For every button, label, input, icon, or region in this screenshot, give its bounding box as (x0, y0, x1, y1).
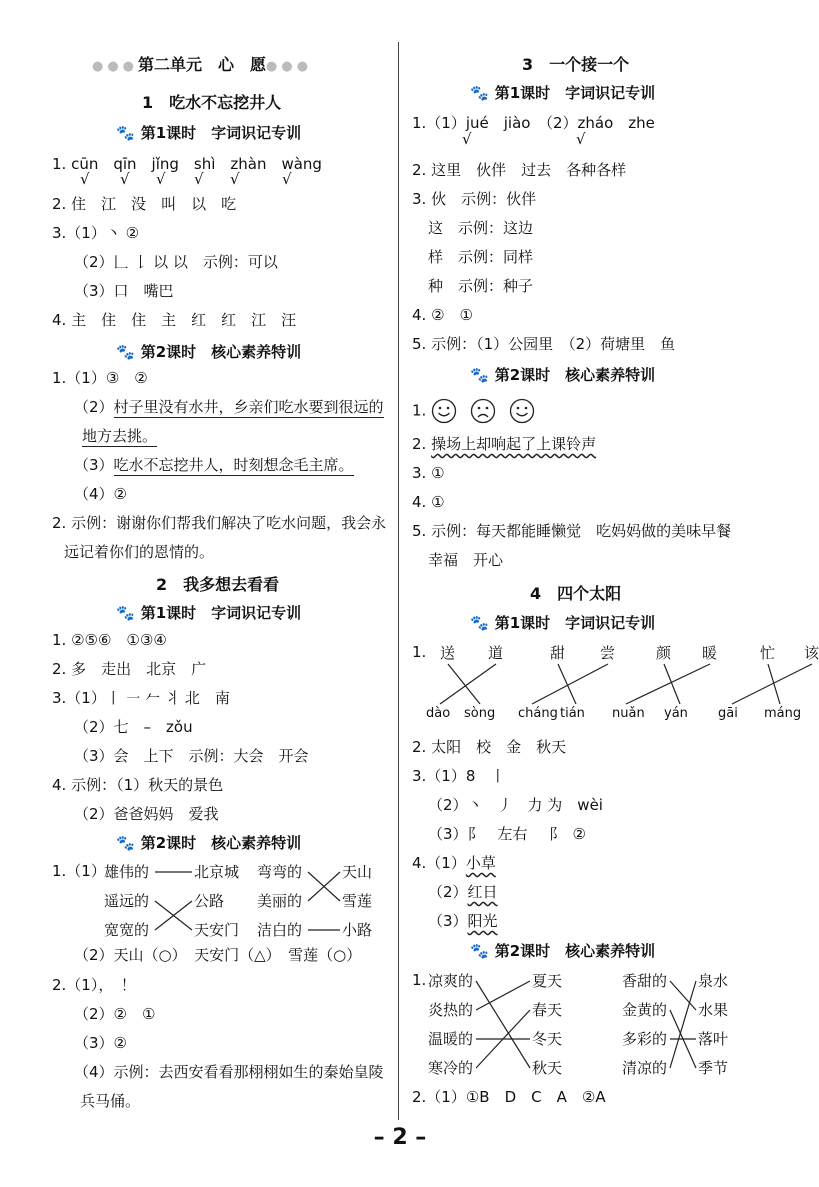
character-item: 送 (440, 644, 456, 662)
answer-line: 2. 这里 伙伴 过去 各种各样 (412, 161, 627, 179)
check-mark: √ (230, 170, 240, 188)
answer-line: 1. (412, 971, 427, 989)
match-right-word: 公路 (194, 892, 225, 910)
character-item: 忙 (760, 644, 776, 662)
answer-line: 4. 主 住 住 主 红 红 江 汪 (52, 311, 297, 329)
match-right-word: 水果 (698, 1001, 729, 1019)
match-left-word: 遥远的 (104, 892, 150, 910)
answer-line: 兵马俑。 (80, 1092, 141, 1110)
match-right-word: 北京城 (194, 863, 240, 881)
answer-line: 种 示例：种子 (428, 277, 534, 295)
answer-line: 这 示例：这边 (428, 219, 534, 237)
paw-icon: 🐾 (116, 834, 135, 852)
check-mark: √ (462, 130, 472, 148)
answer-line: （4）示例：去西安看看那栩栩如生的秦始皇陵 (74, 1063, 384, 1081)
connector-line (476, 981, 530, 1010)
answer-line: 1. (412, 643, 427, 661)
pinyin-item: tián (560, 706, 585, 721)
check-mark: √ (120, 170, 130, 188)
lesson-title: 1 吃水不忘挖井人 (142, 93, 282, 112)
character-item: 道 (488, 644, 504, 662)
pinyin-item: nuǎn (612, 706, 645, 721)
answer-line: （2）𠃊 𠄌 以 以 示例：可以 (74, 253, 278, 271)
answer-line: 1.（1）③ ② (52, 369, 148, 387)
answer-line: 3.（1）丨 ㇐ 𠂉 ⺦ 北 南 (52, 689, 230, 707)
match-right-word: 春天 (532, 1001, 563, 1019)
answer-line: 2. 太阳 校 金 秋天 (412, 738, 567, 756)
answer-line: 4. ② ① (412, 306, 473, 324)
answer-line: 1. (412, 398, 543, 424)
answer-line: 2. 住 江 没 叫 以 吃 (52, 195, 237, 213)
section-heading: 🐾 第1课时 字词识记专训 (116, 604, 302, 622)
match-right-word: 季节 (698, 1059, 729, 1077)
decorative-dots-icon: ●●● (92, 59, 139, 74)
answer-line: 1. ②⑤⑥ ①③④ (52, 631, 167, 649)
answer-line: 2. 多 走出 北京 广 (52, 660, 207, 678)
section-heading: 🐾 第2课时 核心素养特训 (470, 366, 656, 384)
check-mark: √ (576, 130, 586, 148)
section-heading: 🐾 第1课时 字词识记专训 (116, 124, 302, 142)
match-left-word: 寒冷的 (428, 1059, 474, 1077)
answer-line: （2）② ① (74, 1005, 156, 1023)
answer-line: 2.（1）， ！ (52, 976, 136, 994)
match-right-word: 小路 (342, 921, 373, 939)
section-heading: 🐾 第1课时 字词识记专训 (470, 84, 656, 102)
connector-line (670, 981, 696, 1068)
check-mark: √ (282, 170, 292, 188)
paw-icon: 🐾 (470, 366, 489, 384)
match-right-word: 天山 (342, 863, 373, 881)
answer-line: 4. ① (412, 493, 445, 511)
answer-line: （2）天山（○） 天安门（△） 雪莲（○） (74, 946, 362, 964)
match-left-word: 宽宽的 (104, 921, 150, 939)
answer-line: 2.（1）①B D C A ②A (412, 1088, 606, 1106)
lesson-title: 2 我多想去看看 (156, 575, 280, 594)
match-left-word: 香甜的 (622, 972, 668, 990)
check-mark: √ (80, 170, 90, 188)
match-left-word: 炎热的 (428, 1001, 474, 1019)
answer-line: （3）② (74, 1034, 127, 1052)
match-left-word: 凉爽的 (428, 972, 474, 990)
answer-line: 5. 示例：每天都能睡懒觉 吃妈妈做的美味早餐 (412, 522, 732, 540)
paw-icon: 🐾 (116, 604, 135, 622)
match-left-word: 雄伟的 (104, 863, 150, 881)
answer-line: 1.（1） (52, 862, 106, 880)
page-number: – 2 – (373, 1125, 427, 1150)
answer-line: 1. cūn qīn jǐng shì zhàn wàng (52, 155, 322, 173)
answer-line: 3. ① (412, 464, 445, 482)
section-heading: 🐾 第2课时 核心素养特训 (470, 942, 656, 960)
paw-icon: 🐾 (116, 343, 135, 361)
check-mark: √ (156, 170, 166, 188)
section-heading: 🐾 第2课时 核心素养特训 (116, 343, 302, 361)
answer-line: （2）村子里没有水井，乡亲们吃水要到很远的 (74, 398, 384, 416)
pinyin-item: dào (426, 706, 451, 721)
section-heading: 🐾 第1课时 字词识记专训 (470, 614, 656, 632)
paw-icon: 🐾 (116, 124, 135, 142)
character-item: 甜 (550, 644, 566, 662)
answer-line: 3. 伙 示例：伙伴 (412, 190, 537, 208)
answer-line: 3.（1）丶 ② (52, 224, 140, 242)
match-left-word: 温暖的 (428, 1030, 474, 1048)
check-mark: √ (194, 170, 204, 188)
pinyin-item: máng (764, 706, 802, 721)
match-left-word: 美丽的 (257, 892, 303, 910)
pinyin-item: yán (664, 706, 688, 721)
match-right-word: 落叶 (698, 1030, 729, 1048)
match-left-word: 清凉的 (622, 1059, 668, 1077)
answer-line: （2）爸爸妈妈 爱我 (74, 805, 219, 823)
character-item: 该 (804, 644, 819, 662)
answer-line: （2）丶 丿 力 为 wèi (428, 796, 603, 814)
match-left-word: 多彩的 (622, 1030, 668, 1048)
character-item: 尝 (600, 644, 616, 662)
paw-icon: 🐾 (470, 84, 489, 102)
answer-line: 1.（1）jué jiào （2）zháo zhe (412, 114, 655, 132)
pinyin-item: gāi (718, 706, 738, 721)
answer-line: 4. 示例：（1）秋天的景色 (52, 776, 224, 794)
answer-line: 4.（1）小草 (412, 854, 496, 872)
pinyin-item: sòng (464, 706, 496, 721)
answer-line: 3.（1）8 丨 (412, 767, 506, 785)
answer-line: 样 示例：同样 (428, 248, 534, 266)
answer-line: 远记着你们的恩情的。 (64, 543, 215, 561)
answer-line: 幸福 开心 (428, 551, 504, 569)
answer-line: 2. 操场上却响起了上课铃声 (412, 435, 597, 453)
answer-line: （2）红日 (428, 883, 498, 901)
answer-line: （2）七 – zǒu (74, 718, 193, 736)
match-left-word: 弯弯的 (257, 863, 303, 881)
answer-line: （3）吃水不忘挖井人，时刻想念毛主席。 (74, 456, 354, 474)
match-right-word: 天安门 (194, 921, 240, 939)
lesson-title: 4 四个太阳 (530, 584, 622, 603)
section-heading: 🐾 第2课时 核心素养特训 (116, 834, 302, 852)
decorative-dots-icon: ●●● (266, 59, 313, 74)
pinyin-item: cháng (518, 706, 558, 721)
answer-line: 2. 示例：谢谢你们帮我们解决了吃水问题，我会永 (52, 514, 387, 532)
column-divider (398, 42, 399, 1120)
answer-line: 5. 示例：（1）公园里 （2）荷塘里 鱼 (412, 335, 676, 353)
match-right-word: 雪莲 (342, 892, 373, 910)
match-right-word: 秋天 (532, 1059, 563, 1077)
answer-line: 地方去挑。 (82, 427, 158, 445)
match-right-word: 冬天 (532, 1030, 563, 1048)
answer-line: （4）② (74, 485, 127, 503)
answer-line: （3）口 嘴巴 (74, 282, 174, 300)
unit-title: ●●●第二单元 心 愿●●● (92, 55, 313, 74)
match-left-word: 洁白的 (257, 921, 303, 939)
character-item: 暖 (702, 644, 718, 662)
lesson-title: 3 一个接一个 (522, 55, 630, 74)
match-right-word: 夏天 (532, 972, 563, 990)
match-left-word: 金黄的 (622, 1001, 668, 1019)
match-right-word: 泉水 (698, 972, 729, 990)
paw-icon: 🐾 (470, 942, 489, 960)
connector-line (476, 981, 530, 1068)
character-item: 颜 (656, 644, 672, 662)
answer-line: （3）会 上下 示例：大会 开会 (74, 747, 309, 765)
answer-line: （3）阳光 (428, 912, 498, 930)
answer-line: （3）阝 左右 ⻏ ② (428, 825, 586, 843)
paw-icon: 🐾 (470, 614, 489, 632)
